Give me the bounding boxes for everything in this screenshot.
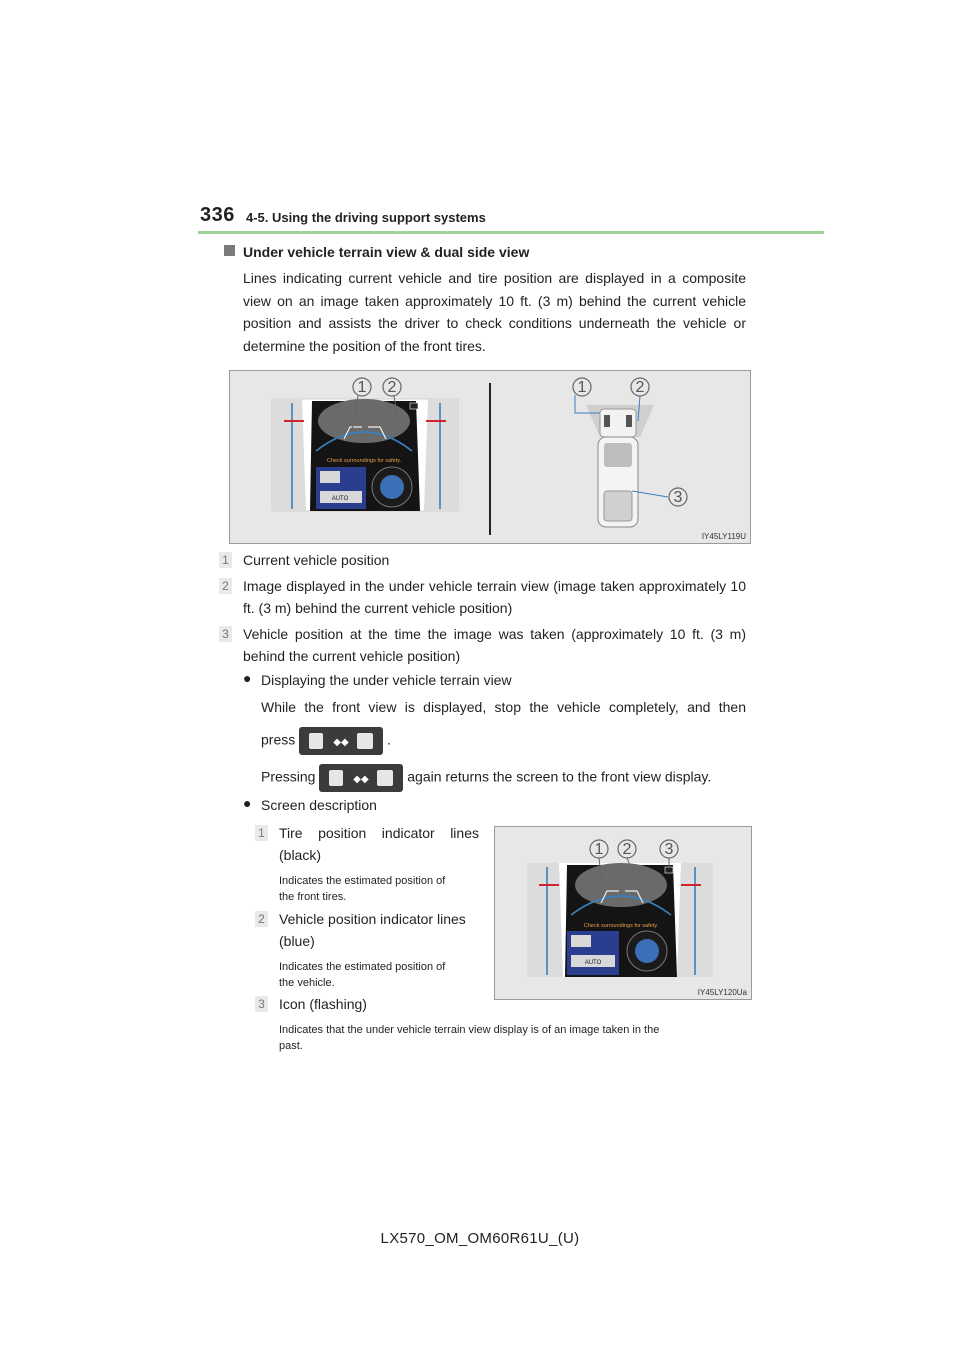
heading-square-icon bbox=[224, 245, 235, 256]
figure-dual-view bbox=[229, 370, 751, 544]
callout-1: 1 bbox=[357, 379, 367, 396]
section-description: Lines indicating current vehicle and tire position are displayed in a composite view on an image taken approximately 10 ft. (3 m) behind the current vehicle position and assists the driver to check conditions underneath the vehicle or determine the position of the front tires. bbox=[243, 270, 746, 354]
callout-2: 2 bbox=[622, 841, 632, 858]
screen-message: Check surroundings for safety. bbox=[326, 458, 402, 464]
bullet-displaying-title: Displaying the under vehicle terrain view bbox=[261, 672, 512, 688]
camera-switch-button-icon bbox=[319, 764, 403, 792]
past-image-icon bbox=[665, 867, 673, 873]
screen-item-title-2: Vehicle position indicator lines bbox=[279, 911, 466, 927]
callout-2: 2 bbox=[387, 379, 397, 396]
figure-id: IY45LY120Ua bbox=[697, 988, 747, 997]
press-prefix: press bbox=[261, 731, 296, 748]
figure-dual-view-drawing bbox=[230, 371, 750, 543]
bullet-icon: ● bbox=[243, 795, 252, 811]
figure-id: IY45LY119U bbox=[701, 532, 746, 541]
callout-2-right: 2 bbox=[635, 379, 645, 396]
figure-screen-description bbox=[494, 826, 752, 1000]
screen-message: Check surroundings for safety. bbox=[583, 923, 659, 929]
pressing-line bbox=[261, 764, 711, 792]
legend-number-3: 3 bbox=[219, 626, 232, 642]
section-title: 4-5. Using the driving support systems bbox=[246, 210, 486, 225]
legend-text-1: Current vehicle position bbox=[243, 552, 390, 568]
bullet-screen-title: Screen description bbox=[261, 797, 377, 813]
past-image-icon bbox=[410, 403, 418, 409]
press-suffix: . bbox=[387, 731, 391, 748]
screen-item-number-2: 2 bbox=[255, 911, 268, 927]
screen-item-note-3-line2: past. bbox=[279, 1040, 303, 1052]
auto-button-label: AUTO bbox=[331, 496, 349, 502]
screen-item-title-3: Icon (flashing) bbox=[279, 996, 367, 1012]
screen-item-note-3: Indicates that the under vehicle terrain view display is of an image taken in the bbox=[279, 1024, 660, 1036]
auto-button-label: AUTO bbox=[584, 960, 602, 966]
legend-text-3: Vehicle position at the time the image was taken (approximately 10 ft. (3 m) behind the current vehicle position) bbox=[243, 626, 746, 664]
svg-text:◆◆: ◆◆ bbox=[353, 774, 370, 785]
screen-item-title-2-line2: (blue) bbox=[279, 933, 315, 949]
screen-item-note-2: Indicates the estimated position of bbox=[279, 961, 446, 973]
legend-number-1: 1 bbox=[219, 552, 232, 568]
camera-switch-button-icon bbox=[299, 727, 383, 755]
screen-item-note-1: Indicates the estimated position of bbox=[279, 875, 446, 887]
legend-number-2: 2 bbox=[219, 578, 232, 594]
figure-screen-description-drawing bbox=[495, 827, 751, 999]
legend-text-2: Image displayed in the under vehicle terrain view (image taken approximately 10 ft. (3 m) behind the current vehicle position) bbox=[243, 578, 746, 616]
bullet-displaying-line1: While the front view is displayed, stop the vehicle completely, and then bbox=[261, 699, 746, 715]
callout-1-right: 1 bbox=[577, 379, 587, 396]
screen-item-number-1: 1 bbox=[255, 825, 268, 841]
callout-3: 3 bbox=[664, 841, 674, 858]
section-heading: Under vehicle terrain view & dual side view bbox=[243, 244, 530, 260]
screen-item-note-2-line2: the vehicle. bbox=[279, 977, 335, 989]
pressing-prefix: Pressing bbox=[261, 768, 316, 785]
screen-item-note-1-line2: the front tires. bbox=[279, 891, 347, 903]
pressing-suffix: again returns the screen to the front view display. bbox=[407, 768, 712, 785]
header-rule bbox=[198, 231, 824, 234]
svg-text:◆◆: ◆◆ bbox=[333, 737, 349, 748]
screen-item-title-1: Tire position indicator lines bbox=[279, 825, 479, 841]
screen-item-title-1-line2: (black) bbox=[279, 847, 322, 863]
press-line bbox=[261, 727, 391, 755]
screen-item-number-3: 3 bbox=[255, 996, 268, 1012]
callout-3-right: 3 bbox=[673, 489, 683, 506]
page-number: 336 bbox=[200, 204, 235, 226]
bullet-icon: ● bbox=[243, 670, 252, 686]
callout-1: 1 bbox=[594, 841, 604, 858]
footer-document-code: LX570_OM_OM60R61U_(U) bbox=[380, 1230, 580, 1247]
